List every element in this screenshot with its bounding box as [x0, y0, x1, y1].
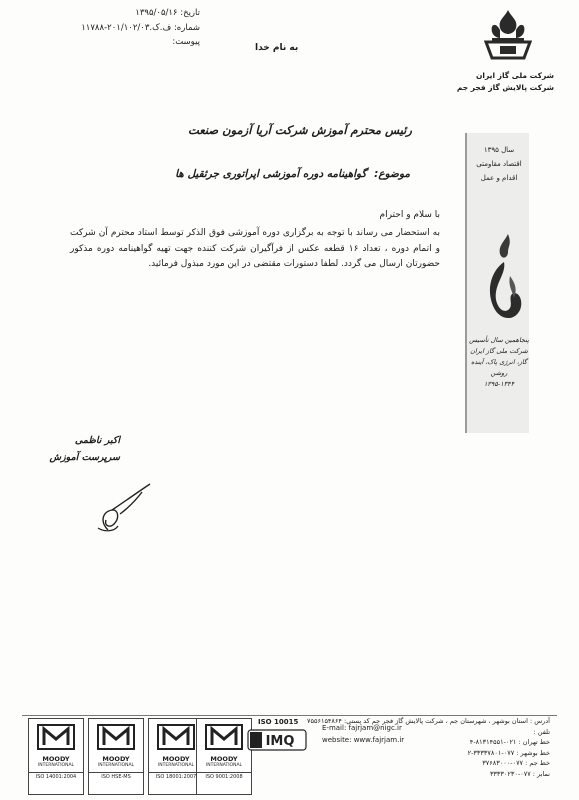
jam-phone	[380, 758, 550, 769]
cert-badge-hse	[88, 718, 144, 795]
emblem-line-2: گاز، انرژی پاک، آینده روشن	[470, 358, 528, 377]
imq-logo-icon	[246, 720, 308, 752]
cert-standard: ISO 9001:2008	[197, 772, 251, 781]
cert-brand: MOODY	[162, 755, 190, 763]
bushehr-phone	[380, 748, 550, 759]
slogan-line-1: اقتصاد مقاومتی	[476, 160, 522, 168]
number-label: شماره:	[173, 22, 200, 33]
cert-intl: INTERNATIONAL	[157, 763, 195, 768]
nigc-logo	[478, 8, 546, 66]
signer-title: سرپرست آموزش	[49, 452, 120, 463]
cert-badge-iso14001	[28, 718, 84, 795]
attachment-label: پیوست:	[172, 37, 200, 47]
bushehr-value: ۰۷۷-۳۳۳۳۷۸۰۱-۲	[467, 748, 515, 757]
moody-logo-icon	[96, 723, 136, 751]
bismillah: به نام خدا	[255, 43, 299, 53]
fax-value: ۰۷۷-۳۳۳۳۰۲۳۰	[489, 769, 531, 778]
tehran-label: خط تهران :	[518, 738, 550, 746]
subject-text: گواهینامه دوره آموزشی اپراتوری جرثقیل ها	[175, 168, 367, 180]
cert-standard: ISO 14001:2004	[29, 772, 83, 781]
subject-label: موضوع:	[374, 168, 410, 180]
address-line: آدرس : استان بوشهر ، شهرستان جم ، شرکت پالایش گاز فجر جم کد پستی: ۷۵۵۶۱۵۴۸۶۴	[306, 717, 550, 725]
cert-intl: INTERNATIONAL	[37, 763, 75, 768]
anniversary-emblem-icon	[484, 232, 524, 332]
cert-brand: MOODY	[210, 755, 238, 763]
greeting: با سلام و احترام	[379, 210, 440, 220]
signer-name: اکبر ناظمی	[74, 435, 120, 446]
company-name	[414, 70, 554, 94]
email-text: E-mail: fajrjam@nigc.ir	[322, 724, 402, 732]
tel-label: تلفن :	[533, 727, 550, 736]
letter-meta	[60, 6, 200, 50]
recipient: رئیس محترم آموزش شرکت آریا آزمون صنعت	[188, 123, 412, 137]
number-row	[60, 21, 200, 36]
moody-logo-icon	[156, 723, 196, 751]
signer-block	[40, 432, 120, 466]
number-value: ف.ک.۲۰۱/۱۰۲/۰۳-۱۱۷۸۸	[81, 22, 172, 33]
cert-intl: INTERNATIONAL	[97, 763, 135, 768]
year-text: سال ۱۳۹۵	[483, 146, 515, 154]
imq-brand: IMQ	[265, 734, 295, 749]
handwritten-signature	[80, 478, 170, 538]
emblem-caption	[468, 335, 530, 390]
emblem-years: ۱۳۹۵-۱۳۴۴	[483, 380, 515, 388]
year-slogan	[470, 143, 528, 185]
fax-number	[380, 769, 550, 780]
date-value: ۱۳۹۵/۰۵/۱۶	[135, 8, 178, 18]
tehran-value: ۰۲۱-۸۱۳۱۴۵۵۱-۴	[469, 738, 517, 746]
company-line-1: شرکت ملی گاز ایران	[476, 71, 554, 80]
company-line-2: شرکت پالایش گاز فجر جم	[456, 83, 554, 92]
subject-line	[140, 168, 410, 180]
moody-logo-icon	[36, 723, 76, 751]
jam-label: خط جم :	[525, 759, 550, 767]
cert-intl: INTERNATIONAL	[205, 763, 243, 768]
bushehr-label: خط بوشهر :	[516, 748, 550, 757]
cert-brand: MOODY	[42, 755, 70, 763]
emblem-line-1: پنجاهمین سال تأسیس شرکت ملی گاز ایران	[469, 336, 529, 355]
cert-brand: MOODY	[102, 755, 130, 763]
attachment-row	[60, 35, 200, 50]
cert-badge-iso9001	[196, 718, 252, 795]
date-row	[60, 6, 200, 21]
letter-body: به استحضار می رساند با توجه به برگزاری دوره آموزشی فوق الذکر توسط استاد محترم آن شرکت و اتمام دوره ، تعداد ۱۶ قطعه عکس از فرآگیران شرکت کننده جهت تهیه گواهینامه دوره مذکور حضورتان ارسال می گردد. لطفا دستورات مقتضی در این مورد مبذول فرمائید.	[70, 228, 440, 269]
imq-iso-number: ISO 10015	[258, 718, 299, 726]
moody-logo-icon	[204, 723, 244, 751]
jam-value: ۰۷۷-۳۷۶۸۳۰۰۰	[482, 759, 524, 767]
cert-standard: ISO 18001:2007	[149, 772, 203, 781]
slogan-line-2: اقدام و عمل	[480, 174, 518, 182]
tehran-phone	[380, 737, 550, 748]
date-label: تاریخ:	[180, 8, 200, 18]
nigc-logo-icon	[478, 8, 538, 62]
cert-standard: ISO HSE-MS	[89, 772, 143, 781]
website-text: website: www.fajrjam.ir	[322, 736, 405, 744]
fax-label: نمابر :	[532, 769, 550, 778]
